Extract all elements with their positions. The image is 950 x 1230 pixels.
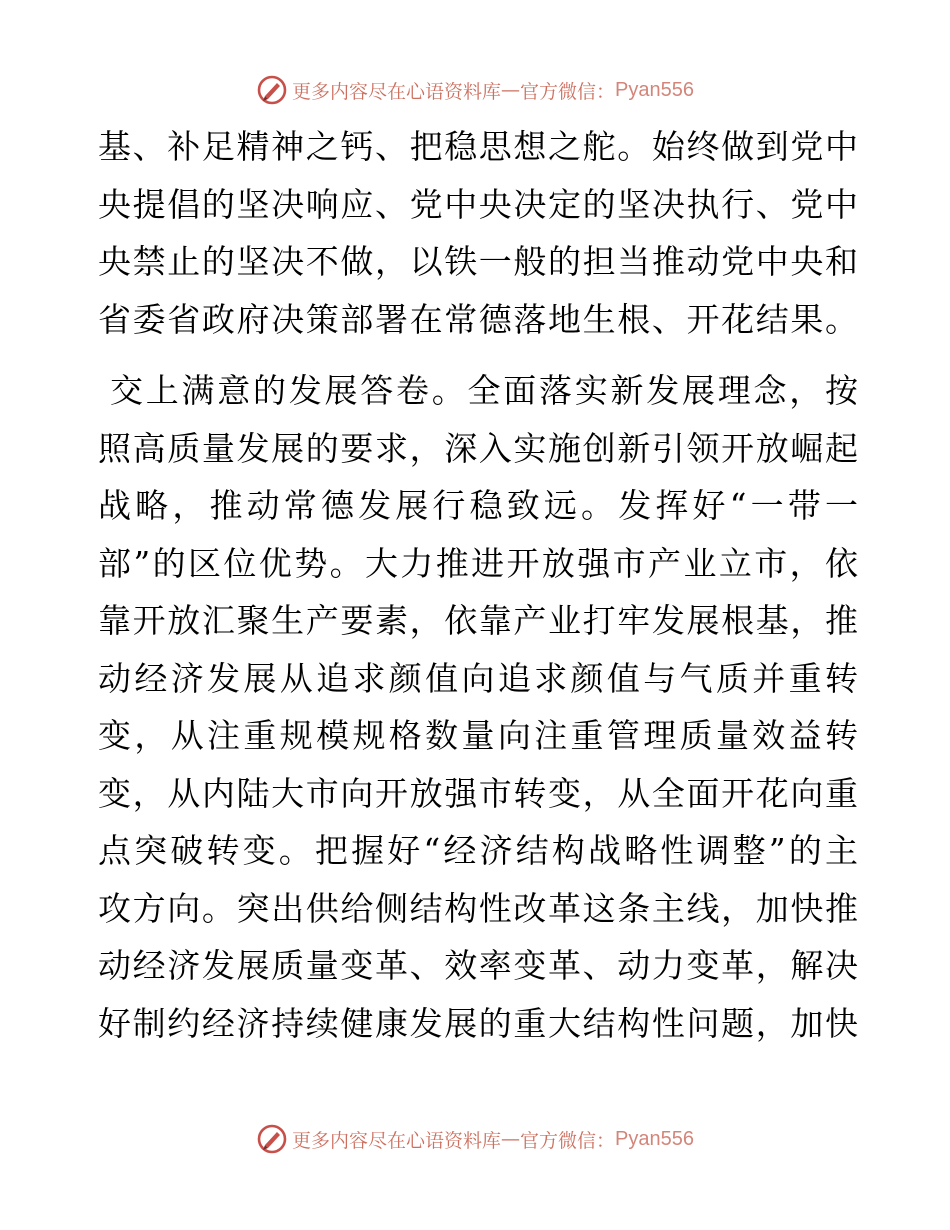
body-text: [98, 118, 858, 1052]
banner-dash: —: [501, 1128, 521, 1150]
paragraph-1-line: 基、补足精神之钙、把稳思想之舵。始终做到党中: [98, 127, 858, 166]
paragraph-2-line: 动经济发展从追求颜值向追求颜值与气质并重转: [98, 658, 858, 698]
banner-wechat-label: 官方微信：: [520, 80, 616, 103]
paragraph-2-line: 部”的区位优势。大力推进开放强市产业立市，依: [98, 543, 858, 583]
paragraph-1-line: 央提倡的坚决响应、党中央决定的坚决执行、党中: [98, 184, 858, 224]
header-banner: [0, 73, 950, 107]
paragraph-2-line: 交上满意的发展答卷。全面落实新发展理念，按: [110, 371, 858, 410]
paragraph-2-line: 变，从内陆大市向开放强市转变，从全面开花向重: [98, 773, 858, 813]
pen-logo-icon: [256, 74, 288, 106]
pen-logo-icon: [256, 1123, 288, 1155]
paragraph-2-line: 攻方向。突出供给侧结构性改革这条主线，加快推: [98, 888, 858, 928]
paragraph-2-line: 靠开放汇聚生产要素，依靠产业打牢发展根基，推: [98, 601, 858, 640]
footer-banner: [0, 1122, 950, 1156]
paragraph-1-line: 省委省政府决策部署在常德落地生根、开花结果。: [98, 299, 858, 339]
paragraph-gap: [98, 348, 858, 362]
paragraph-2-line: 照高质量发展的要求，深入实施创新引领开放崛起: [98, 428, 858, 468]
banner-wechat-label: 官方微信：: [520, 1129, 616, 1152]
banner-dash: —: [501, 79, 521, 101]
paragraph-1-line: 央禁止的坚决不做，以铁一般的担当推动党中央和: [98, 242, 858, 281]
paragraph-2-line: 点突破转变。把握好“经济结构战略性调整”的主: [98, 831, 858, 870]
paragraph-2-line: 变，从注重规模规格数量向注重管理质量效益转: [98, 716, 858, 755]
paragraph-2-line: 战略，推动常德发展行稳致远。发挥好“一带一: [98, 486, 858, 525]
banner-slogan: 更多内容尽在心语资料库: [292, 80, 502, 103]
banner-wechat-id: Pyan556: [615, 78, 694, 101]
paragraph-2-line: 动经济发展质量变革、效率变革、动力变革，解决: [98, 946, 858, 985]
banner-slogan: 更多内容尽在心语资料库: [292, 1129, 502, 1152]
banner-wechat-id: Pyan556: [615, 1127, 694, 1150]
paragraph-2-line: 好制约经济持续健康发展的重大结构性问题，加快: [98, 1003, 858, 1043]
